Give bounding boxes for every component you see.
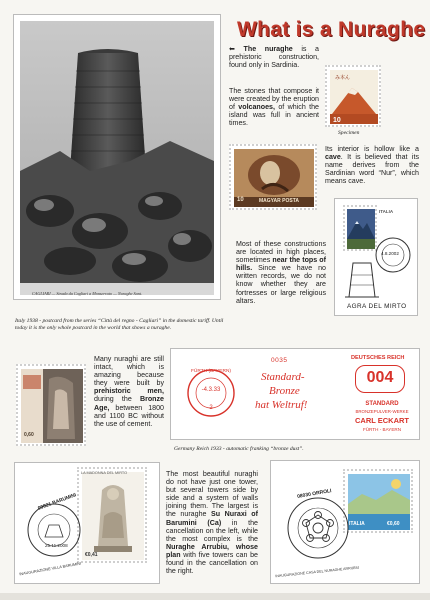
meter-country: DEUTSCHES REICH	[351, 355, 405, 361]
volcano-bold: volcanoes,	[238, 103, 275, 112]
volcano-paragraph	[229, 87, 319, 127]
postmark-place: AGRA DEL MIRTO	[347, 303, 407, 310]
meter-franking	[170, 348, 420, 440]
cave-paragraph	[325, 145, 419, 185]
slogan-line-2: Bronze	[269, 385, 300, 397]
specimen-label: Specimen	[338, 130, 360, 136]
towers-paragraph	[166, 470, 258, 575]
mountain-stamp	[343, 205, 377, 251]
postcard-caption-line: CAGLIARI — Strada da Cagliari a Monserrato — Nuraghe Sant.	[32, 291, 143, 296]
cave-stamp-value: 0,60	[24, 432, 34, 438]
hungary-value: 10	[237, 197, 244, 203]
meter-number: 0035	[271, 357, 288, 364]
barumini-postmark	[25, 501, 83, 559]
landscape-stamp-country: ITALIA	[349, 521, 365, 527]
intro-lead: The nuraghe	[243, 45, 293, 53]
meter-caption: Germany Reich 1933 - automatic franking “bronze dust”.	[174, 446, 304, 452]
intact-text-2: during the	[94, 395, 140, 404]
intact-bold-2: Bronze Age,	[94, 395, 164, 412]
barumini-postmark-date: 25.11.2008	[45, 543, 68, 548]
hills-paragraph	[236, 240, 326, 305]
company-line-3: CARL ECKART	[354, 416, 410, 425]
hills-bold: near the tops of hills.	[236, 256, 326, 273]
bottom-edge	[0, 593, 430, 600]
specimen-value: 10	[333, 117, 341, 124]
arrubiu-postmark	[285, 495, 351, 561]
slogan-line-3: hat Weltruf!	[255, 399, 308, 411]
city-postmark-top: FÜRTH (BAYERN)	[190, 369, 232, 374]
landscape-stamp-value: €0,60	[387, 521, 400, 527]
cover-mountain-stamp	[334, 198, 418, 316]
meter-value: 004	[366, 369, 394, 386]
cave-text-1: Its interior is hollow like a	[325, 145, 419, 153]
city-postmark-num: 2	[209, 405, 213, 411]
towers-text-1: The most beautiful nuraghi do not have just one tower, but several towers side by side and a system of walls joining them. The largest is the nuraghe	[166, 470, 258, 519]
towers-bold-2: Nuraghe Arrubiu, whose plan	[166, 542, 258, 559]
hungary-stamp	[229, 144, 317, 210]
towers-bold-1: Su Nuraxi of Barumini (Ca)	[166, 510, 258, 527]
specimen-stamp	[325, 65, 381, 127]
intact-bold-1: prehistoric men,	[94, 387, 164, 396]
arrubiu-postmark-arc: INAUGURAZIONE CASA DEL NURAGHE ARRUBIU	[275, 565, 360, 579]
cave-bold: cave	[325, 153, 341, 162]
cover-landscape	[270, 460, 420, 584]
cover-madonna	[14, 462, 160, 584]
towers-text-3: with five towers can be found in the cancellation on the right.	[166, 550, 258, 576]
page-title: What is a Nuraghe	[237, 18, 426, 41]
madonna-stamp	[77, 467, 147, 563]
nuraghe-postcard	[13, 14, 221, 300]
left-arrow-icon: ⬅	[229, 45, 235, 53]
madonna-value: €0,41	[85, 552, 98, 558]
intro-paragraph	[229, 45, 319, 69]
volcano-text-1: The stones that compose it were created by the eruption of	[229, 87, 319, 112]
hills-text-2: Since we have no written records, we do not know whether they are fortresses or large religious altars.	[236, 264, 326, 305]
company-line-2: BRONZEPULVER-WERKE	[355, 409, 409, 414]
towers-text-2: in the cancellation on the left, while the most complex is the	[166, 518, 258, 543]
cave-stamp	[16, 364, 86, 446]
nuraghe-silhouette-icon	[345, 257, 379, 301]
postcard-description: Italy 1938 - postcard from the series “Città del regno - Cagliari” in the domestic tariff. Until today it is the only whole postcard in the world that shows a nuraghe.	[15, 318, 224, 331]
madonna-header: LA MADONNA DEL MIRTO	[81, 471, 128, 475]
hungary-country: MAGYAR POSTA	[259, 198, 300, 204]
mountain-stamp-country: ITALIA	[379, 209, 394, 214]
company-line-1: STANDARD	[365, 401, 399, 407]
specimen-script: み本ん	[335, 75, 351, 81]
intact-paragraph	[94, 355, 164, 428]
volcano-text-2: of which the island was full in ancient times.	[229, 103, 320, 128]
company-line-4: FÜRTH - BAYERN	[362, 427, 402, 432]
barumini-postmark-code: 09021 BARUMINI	[37, 492, 78, 512]
city-postmark-date: -4.3.33	[201, 387, 221, 393]
cave-text-2: . It is believed that its name derives from the Sardinian word “Nur”, which means cave.	[325, 153, 419, 186]
city-postmark	[185, 367, 237, 419]
intact-text-1: Many nuraghi are still intact, which is amazing because they were built by	[94, 355, 164, 388]
nuraghe-photo	[20, 21, 214, 295]
intro-rest: is a prehistoric construction, found only in Sardinia.	[229, 45, 319, 70]
barumini-postmark-arc: INAUGURAZIONE VILLA BARUMINI	[19, 561, 82, 577]
postmark-date: 4.8.2002	[381, 251, 399, 256]
hills-text-1: Most of these constructions are located in high places, sometimes	[236, 240, 326, 265]
intact-text-3: between 1800 and 1100 BC without the use of cement.	[94, 403, 164, 428]
arrubiu-postmark-code: 08030 ORROLI	[296, 488, 333, 500]
slogan-line-1: Standard-	[261, 371, 305, 383]
